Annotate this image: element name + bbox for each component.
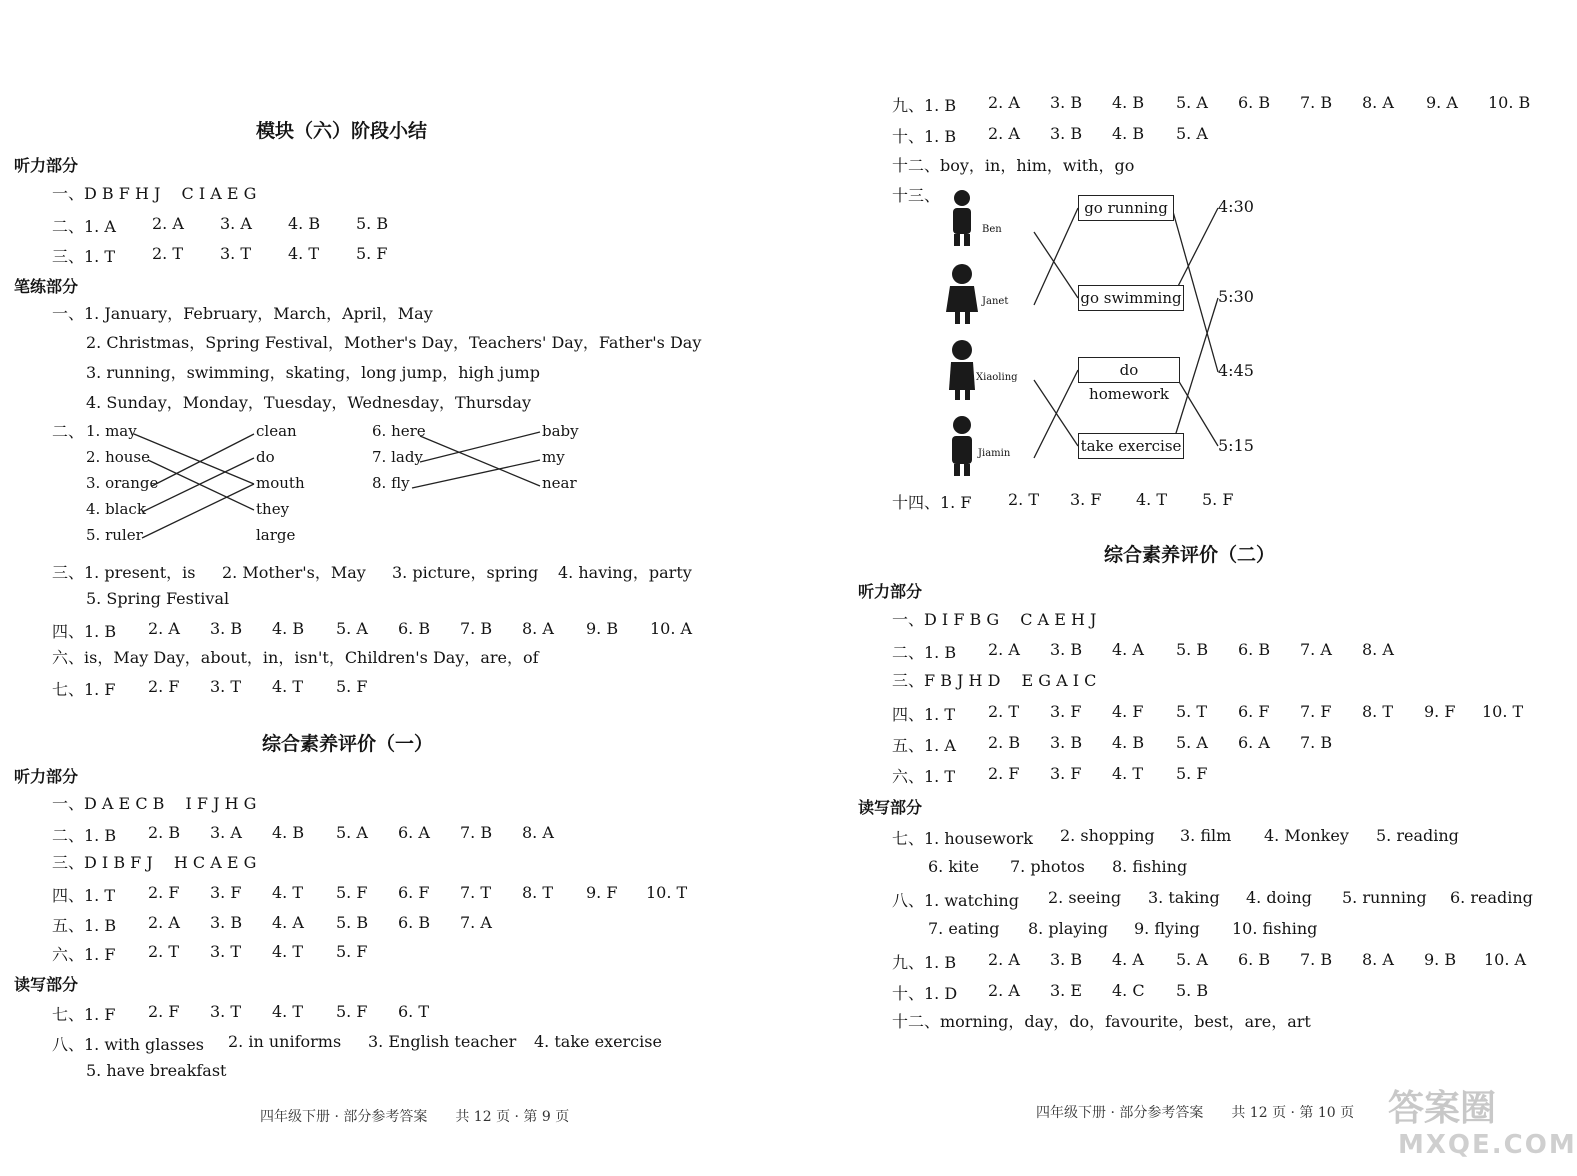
answer: 5. F [336,942,368,961]
answer: 2. A [148,913,180,932]
answer: 3. B [210,619,243,638]
answer: 4. B [1112,124,1145,143]
answer: 5. F [356,244,388,263]
answer-row: 5. Spring Festival [86,589,230,608]
match-right-word: near [542,474,577,492]
answer-row: 三、F B J H D E G A I C [892,671,1097,690]
person-ben-icon [953,190,971,246]
answer: 4. T [1136,490,1168,509]
answer: 3. film [1180,826,1232,845]
answer: 2. B [148,823,181,842]
eval1-title: 综合素养评价（一） [262,733,434,755]
answer: 三、1. present，is [52,563,196,582]
answer: 4. T [288,244,320,263]
answer: 5. F [1202,490,1234,509]
match-left-word: 7. lady [372,448,423,466]
match-mid-word: they [256,500,290,518]
answer: 2. A [988,640,1020,659]
answer: 3. T [210,942,242,961]
time-label: 5:15 [1218,436,1254,455]
answer: 10. T [646,883,688,902]
writing-header: 笔练部分 [14,277,79,296]
answer: 10. A [1484,950,1527,969]
answer: 3. B [1050,640,1083,659]
answer: 7. B [460,823,493,842]
answer: 9. flying [1134,919,1200,938]
watermark-logo: 答案圈 [1388,1088,1497,1129]
answer: 8. A [1362,93,1394,112]
answer: 5. A [1176,93,1208,112]
answer: 2. Mother's，May [222,563,366,582]
answer: 7. B [460,619,493,638]
answer: 4. F [1112,702,1144,721]
page-footer: 四年级下册 · 部分参考答案 共 12 页 · 第 10 页 [1036,1105,1355,1121]
answer: 5. A [336,619,368,638]
answer: 5. A [1176,124,1208,143]
answer-row: 一、D I F B G C A E H J [892,610,1097,629]
answer: 2. T [988,702,1020,721]
listening-header: 听力部分 [858,582,923,601]
match-line [148,460,254,510]
answer: 7. B [1300,733,1333,752]
answer: 5. F [336,1002,368,1021]
answer: 四、1. T [52,886,116,905]
answer: 3. A [220,214,252,233]
answer: 3. B [1050,950,1083,969]
match-line [142,458,254,512]
answer: 2. A [988,981,1020,1000]
module6-title: 模块（六）阶段小结 [256,120,428,142]
eval2-title: 综合素养评价（二） [1104,544,1276,566]
match-left-word: 2. house [86,448,151,466]
answer: 9. B [586,619,619,638]
answer: 4. B [288,214,321,233]
answer: 5. T [1176,702,1208,721]
answer: 2. seeing [1048,888,1122,907]
activity-box: do homework [1078,357,1180,383]
answer: 7. F [1300,702,1332,721]
answer: 十四、1. F [892,493,972,512]
answer: 3. taking [1148,888,1220,907]
match-line [1034,208,1078,305]
answer: 8. A [522,823,554,842]
section-label: 二、 [52,422,85,441]
match-line [420,436,540,486]
answer: 四、1. B [52,622,117,641]
answer: 4. T [272,883,304,902]
answer: 五、1. A [892,736,956,755]
answer: 3. B [210,913,243,932]
answer-row: 4. Sunday，Monday，Tuesday，Wednesday，Thursday [86,393,531,412]
answer: 八、1. watching [892,891,1019,910]
answer: 8. A [522,619,554,638]
answer: 10. A [650,619,693,638]
matching-lines [0,0,760,1176]
answer: 4. T [272,942,304,961]
listening-header: 听力部分 [14,156,79,175]
answer: 6. reading [1450,888,1533,907]
answer: 5. B [356,214,389,233]
answer: 4. having，party [558,563,692,582]
answer: 7. T [460,883,492,902]
answer-row: 一、D B F H J C I A E G [52,184,257,203]
answer: 6. A [398,823,430,842]
answer: 6. A [1238,733,1270,752]
answer: 3. T [210,1002,242,1021]
match-mid-word: mouth [256,474,305,492]
answer: 十、1. B [892,127,957,146]
match-left-word: 8. fly [372,474,410,492]
answer: 六、1. T [892,767,956,786]
answer: 二、1. A [52,217,116,236]
answer: 八、1. with glasses [52,1035,204,1054]
person-label: Ben [982,224,1002,235]
answer: 3. A [210,823,242,842]
answer: 9. A [1426,93,1458,112]
answer: 3. E [1050,981,1083,1000]
answer: 2. F [988,764,1020,783]
answer: 4. A [1112,640,1144,659]
match-left-word: 6. here [372,422,426,440]
answer-row: 三、D I B F J H C A E G [52,853,257,872]
answer: 5. A [336,823,368,842]
activity-box: go running [1078,195,1174,221]
answer: 3. F [210,883,242,902]
match-line [420,432,540,462]
answer: 2. F [148,1002,180,1021]
person-label: Jiamin [978,448,1011,459]
answer: 7. A [1300,640,1332,659]
answer: 2. F [148,883,180,902]
answer: 九、1. B [892,96,957,115]
answer: 8. A [1362,640,1394,659]
answer: 4. B [272,823,305,842]
answer: 2. T [152,244,184,263]
answer: 7. A [460,913,492,932]
answer: 8. A [1362,950,1394,969]
answer: 8. playing [1028,919,1108,938]
answer: 9. F [586,883,618,902]
answer: 8. fishing [1112,857,1188,876]
answer: 2. A [988,950,1020,969]
answer-row: 2. Christmas，Spring Festival，Mother's Day，Teachers' Day，Father's Day [86,333,702,352]
answer: 六、1. F [52,945,116,964]
match-line [134,434,254,484]
answer: 4. A [272,913,304,932]
answer: 4. B [272,619,305,638]
answer: 5. F [336,677,368,696]
match-left-word: 3. orange [86,474,159,492]
match-line [412,460,540,488]
answer: 8. T [522,883,554,902]
answer: 5. B [1176,981,1209,1000]
answer: 3. B [1050,124,1083,143]
answer: 10. B [1488,93,1531,112]
answer: 7. photos [1010,857,1085,876]
answer: 5. A [1176,950,1208,969]
answer-row: 一、1. January，February，March，April，May [52,304,433,323]
answer: 2. A [988,124,1020,143]
activity-box: go swimming [1078,285,1184,311]
answer: 4. B [1112,733,1145,752]
section-label: 十三、 [892,186,941,205]
answer: 6. F [1238,702,1270,721]
answer: 2. shopping [1060,826,1155,845]
answer: 九、1. B [892,953,957,972]
person-xiaoling-icon [949,340,975,400]
answer: 二、1. B [892,643,957,662]
watermark-url: MXQE.COM [1398,1130,1577,1160]
match-left-word: 4. black [86,500,146,518]
answer: 4. take exercise [534,1032,662,1051]
answer: 5. B [1176,640,1209,659]
answer: 4. T [1112,764,1144,783]
answer: 6. B [1238,93,1271,112]
answer: 5. running [1342,888,1427,907]
match-right-word: my [542,448,565,466]
answer: 二、1. B [52,826,117,845]
left-page [0,0,760,1176]
answer: 2. A [988,93,1020,112]
answer: 10. fishing [1232,919,1318,938]
answer: 5. B [336,913,369,932]
answer: 七、1. housework [892,829,1033,848]
answer: 6. B [398,619,431,638]
answer: 5. reading [1376,826,1459,845]
activity-box: take exercise [1078,433,1184,459]
match-right-word: baby [542,422,579,440]
time-label: 4:30 [1218,197,1254,216]
answer: 10. T [1482,702,1524,721]
answer: 3. F [1070,490,1102,509]
answer-row: 六、is，May Day，about，in，isn't，Children's Day，are，of [52,648,539,667]
answer: 五、1. B [52,916,117,935]
answer: 7. B [1300,950,1333,969]
answer: 5. A [1176,733,1208,752]
person-label: Janet [982,296,1009,307]
answer: 3. T [210,677,242,696]
answer: 4. T [272,1002,304,1021]
answer: 七、1. F [52,680,116,699]
time-label: 4:45 [1218,361,1254,380]
answer: 8. T [1362,702,1394,721]
answer: 4. Monkey [1264,826,1349,845]
answer: 2. T [148,942,180,961]
answer-row: 5. have breakfast [86,1061,227,1080]
answer: 3. English teacher [368,1032,517,1051]
answer: 7. B [1300,93,1333,112]
answer: 3. picture，spring [392,563,539,582]
match-mid-word: do [256,448,275,466]
answer: 4. B [1112,93,1145,112]
answer: 5. F [1176,764,1208,783]
answer: 2. in uniforms [228,1032,342,1051]
answer: 6. T [398,1002,430,1021]
answer: 十、1. D [892,984,958,1003]
answer: 9. F [1424,702,1456,721]
answer: 3. T [220,244,252,263]
answer: 4. A [1112,950,1144,969]
person-janet-icon [946,264,978,324]
answer: 四、1. T [892,705,956,724]
answer: 4. C [1112,981,1145,1000]
answer: 七、1. F [52,1005,116,1024]
answer: 6. B [1238,950,1271,969]
person-jiamin-icon [952,416,972,476]
answer: 2. F [148,677,180,696]
answer: 9. B [1424,950,1457,969]
answer: 4. doing [1246,888,1312,907]
match-left-word: 1. may [86,422,137,440]
answer: 2. B [988,733,1021,752]
answer: 3. B [1050,93,1083,112]
page-footer: 四年级下册 · 部分参考答案 共 12 页 · 第 9 页 [260,1109,570,1125]
answer: 3. F [1050,702,1082,721]
answer: 6. kite [928,857,980,876]
answer: 2. A [152,214,184,233]
readwrite-header: 读写部分 [14,975,79,994]
right-page [768,0,1577,1176]
answer: 3. F [1050,764,1082,783]
answer-row: 十二、morning，day，do，favourite，best，are，art [892,1012,1311,1031]
person-label: Xiaoling [976,372,1018,383]
answer: 7. eating [928,919,1000,938]
answer: 5. F [336,883,368,902]
match-mid-word: clean [256,422,297,440]
answer: 4. T [272,677,304,696]
answer: 三、1. T [52,247,116,266]
match-mid-word: large [256,526,296,544]
answer: 6. F [398,883,430,902]
match-line [1034,370,1078,458]
answer: 2. T [1008,490,1040,509]
readwrite-header: 读写部分 [858,798,923,817]
answer: 2. A [148,619,180,638]
answer-row: 一、D A E C B I F J H G [52,794,257,813]
match-left-word: 5. ruler [86,526,143,544]
listening-header: 听力部分 [14,767,79,786]
answer-row: 3. running，swimming，skating，long jump，high jump [86,363,540,382]
answer: 6. B [398,913,431,932]
match-line [1034,232,1078,298]
match-line [142,484,254,538]
answer: 3. B [1050,733,1083,752]
answer-row: 十二、boy，in，him，with，go [892,156,1135,175]
time-label: 5:30 [1218,287,1254,306]
answer: 6. B [1238,640,1271,659]
